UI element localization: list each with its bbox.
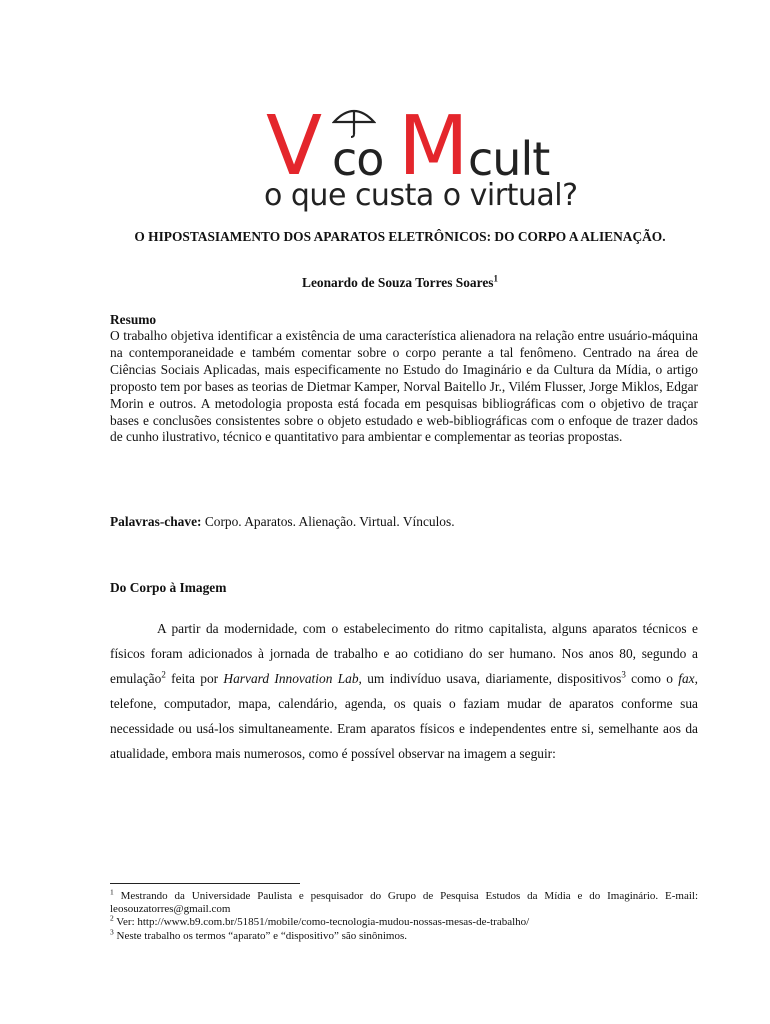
harvard-innovation-lab: Harvard Innovation Lab [223,670,359,686]
logo-text-co: co [332,132,384,186]
footnote-2: $^2$ Ver: http://www.b9.com.br/51851/mobile/como-tecnologia-mudou-nossas-mesas-de-trabalho/ [110,913,530,929]
author-line [110,274,690,291]
footnote-divider [110,883,300,884]
logo-letter-v: V [266,99,323,194]
author-name: Leonardo de Souza Torres Soares [302,275,494,290]
footnote-3: $^3$ Neste trabalho os termos “aparato” e “dispositivo” são sinônimos. [110,926,408,942]
logo-text-cult: cult [468,132,550,186]
logo-tagline: o que custa o virtual? [264,178,578,213]
section-heading: Do Corpo à Imagem [110,580,227,595]
footnotes [110,887,698,943]
keywords-text: Corpo. Aparatos. Alienação. Virtual. Vínculos. [201,514,455,529]
footnote-1: $^1$ Mestrando da Universidade Paulista e pesquisador do Grupo de Pesquisa Estudos da Mídia e do Imaginário. E-mail: leosouzatorres@gmail.com [110,887,698,916]
body-paragraph: A partir da modernidade, com o estabelecimento do ritmo capitalista, alguns aparatos técnicos e físicos foram adicionados à jornada de trabalho e ao cotidiano do ser humano. Nos anos 80, segundo a emulação$^2$ feita por Harvard Innovation Lab, um indivíduo usava, diariamente, dispositivos$^3$ como o fax, telefone, computador, mapa, calendário, agenda, os quais o faziam mudar de aparatos conforme sua necessidade ou usá-los simultaneamente. Eram aparatos físicos e independentes entre si, semelhante aos da atualidade, embora mais numerosos, como é possível observar na imagem a seguir: [110,621,698,761]
footnote-ref-2: 2 [161,669,166,680]
abstract-heading: Resumo [110,312,157,327]
paper-title: O HIPOSTASIAMENTO DOS APARATOS ELETRÔNICOS: DO CORPO A ALIENAÇÃO. [134,229,666,244]
vcomcult-logo [262,99,578,220]
footnote-ref-3: 3 [621,669,626,680]
abstract-text: O trabalho objetiva identificar a existência de uma característica alienadora na relação entre usuário-máquina na contemporaneidade e também comentar sobre o corpo perante a tal fenômeno. Centrado na área de Ciências Sociais Aplicadas, mais especificamente no Estudo do Imaginário e da Cultura da Mídia, o artigo proposto tem por bases as teorias de Dietmar Kamper, Norval Baitello Jr., Vilém Flusser, Jorge Miklos, Edgar Morin e outros. A metodologia proposta está focada em pesquisas bibliográficas com o objetivo de traçar bases e conclusões consistentes sobre o objeto estudado e web-bibliográficas com o enfoque de trazer dados de cunho ilustrativo, técnico e quantitativo para ambientar e complementar as teorias propostas. [110,328,698,445]
fax-term: fax [678,670,695,686]
keywords-label: Palavras-chave: [110,514,202,529]
logo-letter-m: M [398,99,469,194]
keywords-line [110,513,698,530]
author-footnote-ref: 1 [493,273,498,284]
